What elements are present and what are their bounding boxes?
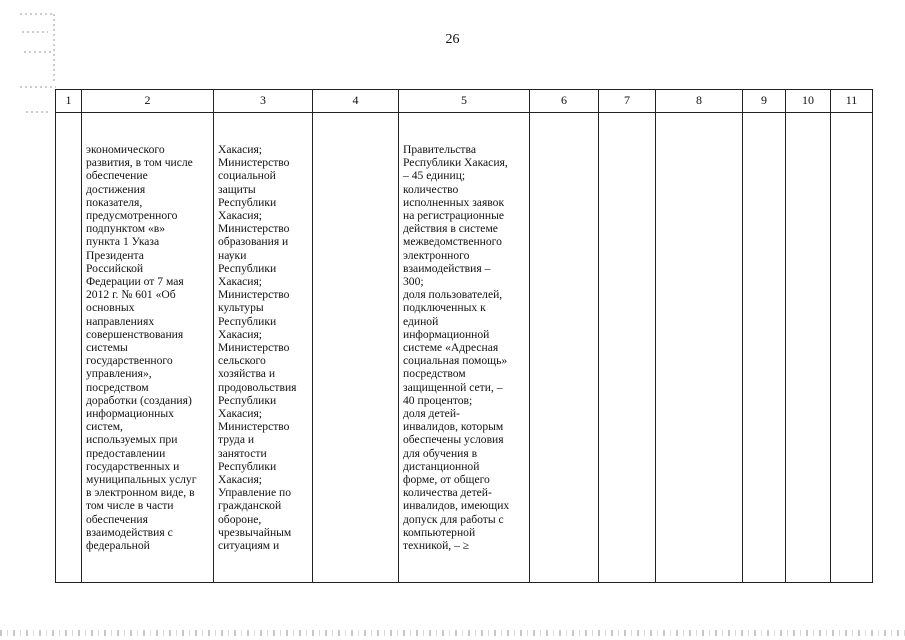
column-header-9: 9 [743,90,786,113]
indicators-text: Правительства Республики Хакасия, – 45 единиц; количество исполненных заявок на регистрационные действия в системе межведомственного электронного взаимодействия – 300; доля пользователей, подключенных к единой информационной системе «Адресная социальная помощь» посредством защищенной сети, – 40 процентов; доля детей- инвалидов, которым обеспечены условия для обучения в дистанционной форме, от общего количества детей- инвалидов, имеющих допуск для работы с компьютерной техникой, – ≥ [403,143,510,553]
scan-artifact [18,12,58,127]
data-table [55,89,873,583]
column-header-6: 6 [530,90,599,113]
cell-column-4 [313,113,399,583]
cell-measure-description [82,113,214,583]
table-row [56,113,873,583]
executors-text: Хакасия; Министерство социальной защиты Республики Хакасия; Министерство образования и науки Республики Хакасия; Министерство культуры Республики Хакасия; Министерство сельского хозяйства и продовольствия Республики Хакасия; Министерство труда и занятости Республики Хакасия; Управление по гражданской обороне, чрезвычайным ситуациям и [218,143,297,553]
cell-column-6 [530,113,599,583]
cell-column-9 [743,113,786,583]
measure-description-text: экономического развития, в том числе обеспечение достижения показателя, предусмотренного подпунктом «в» пункта 1 Указа Президента Российской Федерации от 7 мая 2012 г. № 601 «Об основных направлениях совершенствования системы государственного управления», посредством доработки (создания) информационных систем, используемых при предоставлении государственных и муниципальных услуг в электронном виде, в том числе в части обеспечения взаимодействия с федеральной [86,143,197,553]
cell-column-10 [786,113,831,583]
scan-noise-strip [0,630,905,636]
header-row [56,90,873,113]
cell-column-7 [599,113,656,583]
cell-number [56,113,82,583]
cell-indicators [399,113,530,583]
column-header-10: 10 [786,90,831,113]
column-header-8: 8 [656,90,743,113]
column-header-5: 5 [399,90,530,113]
cell-column-8 [656,113,743,583]
cell-column-11 [831,113,873,583]
column-header-11: 11 [831,90,873,113]
column-header-1: 1 [56,90,82,113]
column-header-2: 2 [82,90,214,113]
column-header-4: 4 [313,90,399,113]
page-number: 26 [445,32,460,47]
cell-executors [214,113,313,583]
column-header-3: 3 [214,90,313,113]
column-header-7: 7 [599,90,656,113]
